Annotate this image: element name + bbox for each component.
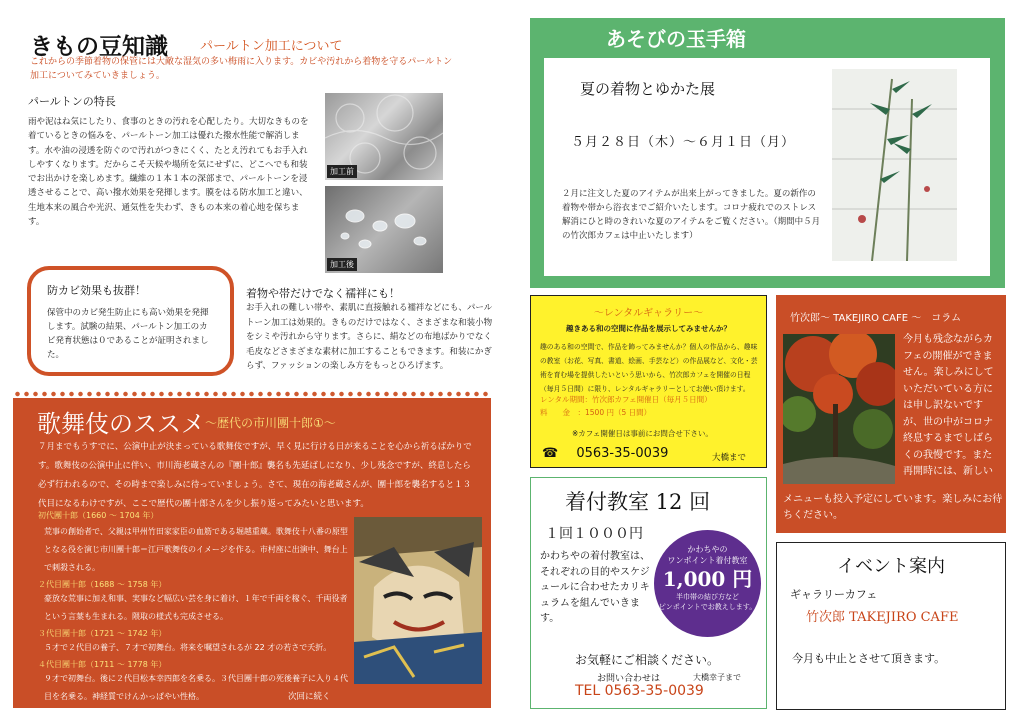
next-time: 次回に続く xyxy=(288,692,331,702)
badge-price: 1,000 円 xyxy=(662,567,753,591)
mold-box xyxy=(27,266,234,376)
fabric-after-photo xyxy=(325,186,443,273)
kabuki-title: 歌舞伎のススメ xyxy=(37,410,205,438)
gallery-contact: 大橋まで xyxy=(712,453,747,463)
pearl-heading: パールトン加工について xyxy=(200,39,343,54)
feature-text: 雨や泥はね気にしたり、食事のときの汚れを心配したり。大切なきものを着ているときの悩みを、パールトーン加工は優れた撥水性能で解消します。水や油の浸透を防ぐので汚れがつきにくく、たとえ汚れてもお手入れしやすくなります。だからこそ天候や場所を気にせずに、どこへでも和装でお出かけを楽しめます。繊維の１本１本の深部まで、パールトーンを浸透させることで、高い撥水効果を発揮します。膜をはる防水加工と違い、生地本来の風合や光沢、通気性を失わず、きもの本来の着心地を保ちます。 xyxy=(28,117,309,228)
fabric-before-photo xyxy=(325,93,443,180)
exhibit-text: ２月に注文した夏のアイテムが出来上がってきました。夏の新作の着物や帯から浴衣までご紹介いたします。コロナ疲れでのストレス解消にひと時のきれいな夏のアイテムをご覧ください。（期間中５月の竹次郎カフェは中止いたします） xyxy=(562,189,821,241)
gallery-info xyxy=(540,393,712,419)
column-text-tail: メニューも投入予定にしています。楽しみにお待ちください。 xyxy=(783,494,1003,521)
gallery-title: ～レンタルギャラリー～ xyxy=(593,308,704,319)
generation-head: ４代目團十郎（1711 ～ 1778 年） xyxy=(38,660,167,669)
intro-text: これからの季節着物の保管には大敵な湿気の多い梅雨に入ります。カビや汚れから着物を守るパールトン加工についてみていきましょう。 xyxy=(30,57,453,81)
caption-before: 加工前 xyxy=(327,165,357,178)
badge-line: かわちやの xyxy=(687,545,728,554)
gallery-phone xyxy=(542,446,668,461)
generation-text: ９才で初舞台。後に２代目松本幸四郎を名乗る。３代目團十郎の死後養子に入り４代目を名乗る。神経質でけんかっぱやい性格。 xyxy=(44,674,348,701)
dotted-divider xyxy=(13,391,491,397)
generation-text: 荒事の創始者で、父親は甲州竹田家家臣の血筋である堀越重蔵。歌舞伎十八番の原型となる役を演じ市川團十郎＝江戸歌舞伎のイメージを作る。市村座に出演中、舞台上で刺殺される。 xyxy=(44,527,348,572)
kitsuke-contact-name: 大橋幸子まで xyxy=(693,673,741,682)
column-heading: 竹次郎～ TAKEJIRO CAFE ～ コラム xyxy=(790,313,962,324)
column-text: 今月も残念ながらカフェの開催ができません。楽しみにしていただいている方には申し訳ないですが、世の中がコロナ終息するまでしばらくの我慢です。また再開時には、新しい xyxy=(903,334,994,477)
event-cafe-name: 竹次郎 TAKEJIRO CAFE xyxy=(806,610,959,625)
kabuki-intro: ７月までもうすでに、公演中止が決まっている歌舞伎ですが、早く見に行ける日が来ることを心から祈るばかりです。歌舞伎の公演中止に伴い、市川海老蔵さんの『團十郎』襲名も先延ばしになり、少し残念ですが、終息したら必ず行われるので、その時まで楽しみに待っていましょう。さて、現在の海老蔵さんが、團十郎を襲名すると１３代目になるわけですが、ここで歴代の團十郎さんを少し振り返ってみたいと思います。 xyxy=(38,442,472,509)
event-subtitle: ギャラリーカフェ xyxy=(790,588,878,601)
mold-heading: 防カビ効果も抜群！ xyxy=(47,284,146,297)
event-title: イベント案内 xyxy=(837,556,945,577)
generation-head: ３代目團十郎（1721 ～ 1742 年） xyxy=(38,629,167,638)
generation-list xyxy=(38,510,350,706)
gallery-subtitle: 趣きある和の空間に作品を展示してみませんか？ xyxy=(566,324,731,333)
badge-line: 半巾帯の結び方など xyxy=(676,593,739,601)
kitsuke-title: 着付教室 12 回 xyxy=(565,490,711,514)
bamboo-kimono-photo xyxy=(832,69,957,261)
kitsuke-price: １回１０００円 xyxy=(545,526,643,542)
generation-head: ２代目團十郎（1688 ～ 1758 年） xyxy=(38,580,167,589)
summer-exhibit-heading: 夏の着物とゆかた展 xyxy=(580,80,716,98)
gallery-tel[interactable]: 0563-35-0039 xyxy=(576,446,669,461)
kabuki-subtitle: ～歴代の市川團十郎①～ xyxy=(205,416,336,430)
event-text: 今月も中止とさせて頂きます。 xyxy=(792,652,946,665)
ukiyoe-kabuki-print xyxy=(354,517,482,684)
gallery-note: ※カフェ開催日は事前にお問合せ下さい。 xyxy=(572,429,713,438)
feature-heading: パールトンの特長 xyxy=(28,95,116,108)
badge-line: ピンポイントでお教えします。 xyxy=(658,603,757,611)
autumn-garden-icon xyxy=(783,334,895,484)
gallery-text: 趣のある和の空間で、作品を飾ってみませんか？個人の作品から、趣味の教室（お花、写真、書道、絵画、手芸など）の作品展など、文化・芸術を育む場を提供したいという思いから、竹次郎カフェを開催の日程（毎月５日間）に限り、レンタルギャラリーとしてお使い頂けます。 xyxy=(540,343,758,393)
obi-heading: 着物や帯だけでなく襦袢にも！ xyxy=(246,287,400,300)
bamboo-pattern-icon xyxy=(832,69,957,261)
generation-text: ５才で２代目の養子、７才で初舞台。将来を嘱望されるが 22 才の若さで夭折。 xyxy=(44,643,332,652)
generation-text: 豪放な荒事に加え和事、実事など幅広い芸を身に着け、１年で千両を稼ぐ、千両役者という言葉も生まれる。隈取の様式も完成させる。 xyxy=(44,594,348,621)
kabuki-actor-icon xyxy=(354,517,482,684)
generation-head: 初代團十郎（1660 ～ 1704 年） xyxy=(38,511,159,520)
phone-icon: ☎ xyxy=(542,446,559,461)
gallery-fee: 料 金 ：1500 円（5 日間） xyxy=(540,408,652,417)
kimono-title: きもの豆知識 xyxy=(30,33,168,60)
kitsuke-contact-label: お問い合わせは xyxy=(597,674,661,684)
caption-after: 加工後 xyxy=(327,258,357,271)
kitsuke-tel[interactable]: TEL 0563-35-0039 xyxy=(575,683,704,699)
mold-text: 保管中のカビ発生防止にも高い効果を発揮します。試験の結果、パールトン加工のカビ発育状態は０であることが証明されました。 xyxy=(47,308,209,360)
kitsuke-badge xyxy=(654,530,761,637)
kitsuke-consult: お気軽にご相談ください。 xyxy=(575,653,720,667)
garden-photo xyxy=(783,334,895,484)
gallery-period: レンタル期間：竹次郎カフェ開催日（毎月５日間） xyxy=(540,395,712,404)
kitsuke-text: かわちやの着付教室は、それぞれの目的やスケジュールに合わせたカリキュラムを組んでいきます。 xyxy=(540,551,650,624)
badge-line: ワンポイント着付教室 xyxy=(667,556,748,565)
obi-text: お手入れの難しい帯や、素肌に直接触れる襦袢などにも、パールトーン加工は効果的。きものだけではなく、さまざまな和装小物をシミや汚れから守ります。さらに、絹などの布地ばかりでなく毛皮などさまざまな素材に加工することもできます。和装にかぎらず、ファッションの楽しみ方をもっとひろげます。 xyxy=(246,303,493,371)
asobi-title: あそびの玉手箱 xyxy=(606,27,746,51)
exhibit-dates: ５月２８日（木）～６月１日（月） xyxy=(571,135,796,150)
